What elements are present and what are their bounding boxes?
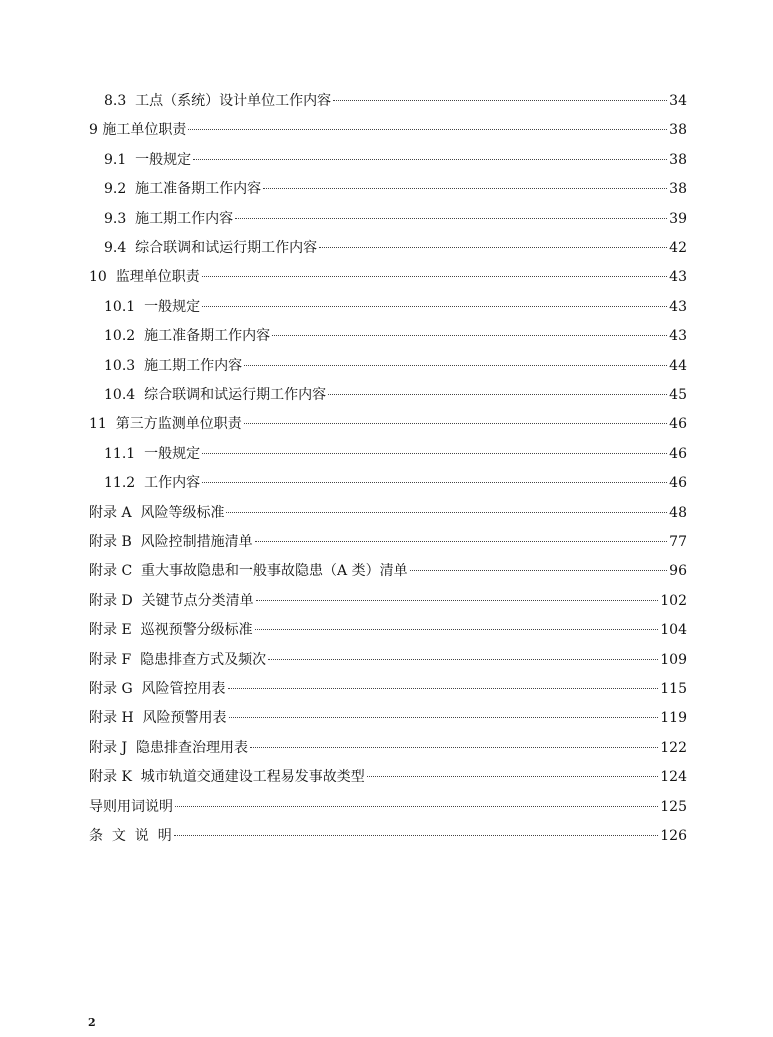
page-number: 2 bbox=[88, 1016, 96, 1029]
toc-entry[interactable] bbox=[104, 149, 687, 171]
toc-entry[interactable] bbox=[104, 325, 687, 347]
toc-leader-dots bbox=[263, 188, 667, 189]
toc-entry[interactable] bbox=[104, 384, 687, 406]
toc-entry-label: 11 第三方监测单位职责 bbox=[89, 416, 242, 433]
toc-entry-label: 附录 H 风险预警用表 bbox=[89, 710, 227, 727]
toc-entry-label: 10 监理单位职责 bbox=[89, 269, 200, 286]
toc-entry-page: 34 bbox=[669, 93, 687, 109]
toc-leader-dots bbox=[256, 600, 659, 601]
toc-entry-label: 附录 F 隐患排查方式及频次 bbox=[89, 651, 267, 668]
toc-entry-label: 附录 G 风险管控用表 bbox=[89, 681, 226, 697]
toc-entry-page: 43 bbox=[669, 298, 687, 315]
toc-leader-dots bbox=[202, 453, 667, 454]
toc-entry-label: 附录 A 风险等级标准 bbox=[89, 504, 225, 521]
toc-entry-label: 11.2 工作内容 bbox=[104, 475, 201, 492]
toc-entry[interactable] bbox=[89, 266, 687, 288]
toc-leader-dots bbox=[202, 276, 667, 277]
toc-entry-page: 43 bbox=[669, 328, 687, 345]
toc-entry-label: 10.2 施工准备期工作内容 bbox=[104, 328, 271, 345]
toc-entry-label: 附录 B 风险控制措施清单 bbox=[89, 534, 253, 550]
toc-entry-page: 102 bbox=[660, 592, 687, 609]
toc-leader-dots bbox=[235, 218, 667, 219]
toc-entry-page: 38 bbox=[669, 181, 687, 198]
toc-leader-dots bbox=[229, 717, 659, 718]
toc-entry-label: 9.2 施工准备期工作内容 bbox=[104, 181, 262, 198]
toc-entry-page: 104 bbox=[660, 622, 687, 639]
toc-entry-label: 8.3 工点（系统）设计单位工作内容 bbox=[104, 93, 332, 109]
toc-entry-label: 9.1 一般规定 bbox=[104, 151, 192, 168]
toc-entry-label: 10.1 一般规定 bbox=[104, 298, 201, 315]
toc-entry[interactable] bbox=[104, 443, 687, 465]
toc-entry[interactable] bbox=[89, 678, 687, 700]
toc-leader-dots bbox=[202, 482, 667, 483]
toc-leader-dots bbox=[188, 129, 667, 130]
toc-entry[interactable] bbox=[89, 796, 687, 818]
toc-leader-dots bbox=[228, 688, 659, 689]
toc-entry[interactable] bbox=[89, 707, 687, 729]
toc-leader-dots bbox=[410, 570, 668, 571]
toc-leader-dots bbox=[174, 835, 659, 836]
toc-leader-dots bbox=[226, 512, 667, 513]
toc-entry-page: 43 bbox=[669, 269, 687, 286]
toc-entry-page: 119 bbox=[660, 710, 687, 727]
toc-entry-label: 9 施工单位职责 bbox=[89, 122, 187, 139]
toc-entry-label: 附录 J 隐患排查治理用表 bbox=[89, 739, 248, 756]
toc-entry-page: 44 bbox=[669, 357, 687, 374]
toc-leader-dots bbox=[255, 629, 659, 630]
toc-entry-label: 9.3 施工期工作内容 bbox=[104, 210, 234, 227]
toc-entry-page: 45 bbox=[669, 387, 687, 403]
toc-entry-page: 46 bbox=[669, 416, 687, 433]
toc-entry-page: 115 bbox=[660, 681, 687, 697]
toc-entry[interactable] bbox=[104, 472, 687, 494]
toc-entry-label: 附录 E 巡视预警分级标准 bbox=[89, 622, 253, 639]
toc-entry-page: 39 bbox=[669, 210, 687, 227]
toc-entry[interactable] bbox=[104, 178, 687, 200]
toc-entry-page: 77 bbox=[669, 534, 687, 550]
toc-entry[interactable] bbox=[104, 355, 687, 377]
toc-entry-label: 附录 D 关键节点分类清单 bbox=[89, 592, 254, 609]
toc-entry[interactable] bbox=[89, 649, 687, 671]
toc-entry[interactable] bbox=[89, 560, 687, 582]
toc-entry-page: 42 bbox=[669, 240, 687, 256]
toc-entry[interactable] bbox=[89, 737, 687, 759]
toc-leader-dots bbox=[367, 776, 658, 777]
toc-entry[interactable] bbox=[104, 237, 687, 259]
toc-entry-page: 46 bbox=[669, 475, 687, 492]
toc-entry-label: 附录 K 城市轨道交通建设工程易发事故类型 bbox=[89, 769, 365, 786]
toc-entry-label: 9.4 综合联调和试运行期工作内容 bbox=[104, 240, 318, 256]
toc-entry[interactable] bbox=[89, 590, 687, 612]
toc-entry[interactable] bbox=[104, 90, 687, 112]
toc-entry-label: 10.4 综合联调和试运行期工作内容 bbox=[104, 387, 327, 403]
toc-entry-page: 124 bbox=[660, 769, 687, 786]
toc-entry-page: 122 bbox=[660, 739, 687, 756]
toc-entry[interactable] bbox=[89, 766, 687, 788]
toc-entry-page: 109 bbox=[660, 651, 687, 668]
toc-entry[interactable] bbox=[89, 119, 687, 141]
toc-entry-label: 附录 C 重大事故隐患和一般事故隐患（A 类）清单 bbox=[89, 563, 408, 580]
toc-leader-dots bbox=[244, 365, 667, 366]
toc-leader-dots bbox=[319, 247, 667, 248]
toc-entry[interactable] bbox=[89, 502, 687, 524]
toc-entry-label: 10.3 施工期工作内容 bbox=[104, 357, 243, 374]
toc-entry-page: 38 bbox=[669, 122, 687, 139]
toc-entry-page: 96 bbox=[669, 563, 687, 580]
toc-entry[interactable] bbox=[89, 413, 687, 435]
toc-leader-dots bbox=[244, 423, 667, 424]
toc-entry-page: 125 bbox=[660, 798, 687, 815]
toc-leader-dots bbox=[268, 659, 658, 660]
toc-leader-dots bbox=[272, 335, 667, 336]
toc-leader-dots bbox=[193, 159, 667, 160]
toc-entry[interactable] bbox=[104, 208, 687, 230]
toc-entry-label: 11.1 一般规定 bbox=[104, 445, 201, 462]
toc-entry[interactable] bbox=[89, 825, 687, 847]
toc-leader-dots bbox=[328, 394, 667, 395]
toc-entry-label: 条 文 说 明 bbox=[89, 828, 172, 844]
toc-entry[interactable] bbox=[89, 619, 687, 641]
toc-leader-dots bbox=[175, 806, 658, 807]
toc-leader-dots bbox=[250, 747, 658, 748]
toc-entry-label: 导则用词说明 bbox=[89, 798, 173, 815]
toc-entry-page: 126 bbox=[660, 828, 687, 844]
toc-leader-dots bbox=[333, 100, 667, 101]
toc-leader-dots bbox=[255, 541, 668, 542]
toc-entry[interactable] bbox=[89, 531, 687, 553]
toc-leader-dots bbox=[202, 306, 667, 307]
toc-entry-page: 38 bbox=[669, 151, 687, 168]
toc-entry[interactable] bbox=[104, 296, 687, 318]
toc-entry-page: 48 bbox=[669, 504, 687, 521]
toc-entry-page: 46 bbox=[669, 445, 687, 462]
